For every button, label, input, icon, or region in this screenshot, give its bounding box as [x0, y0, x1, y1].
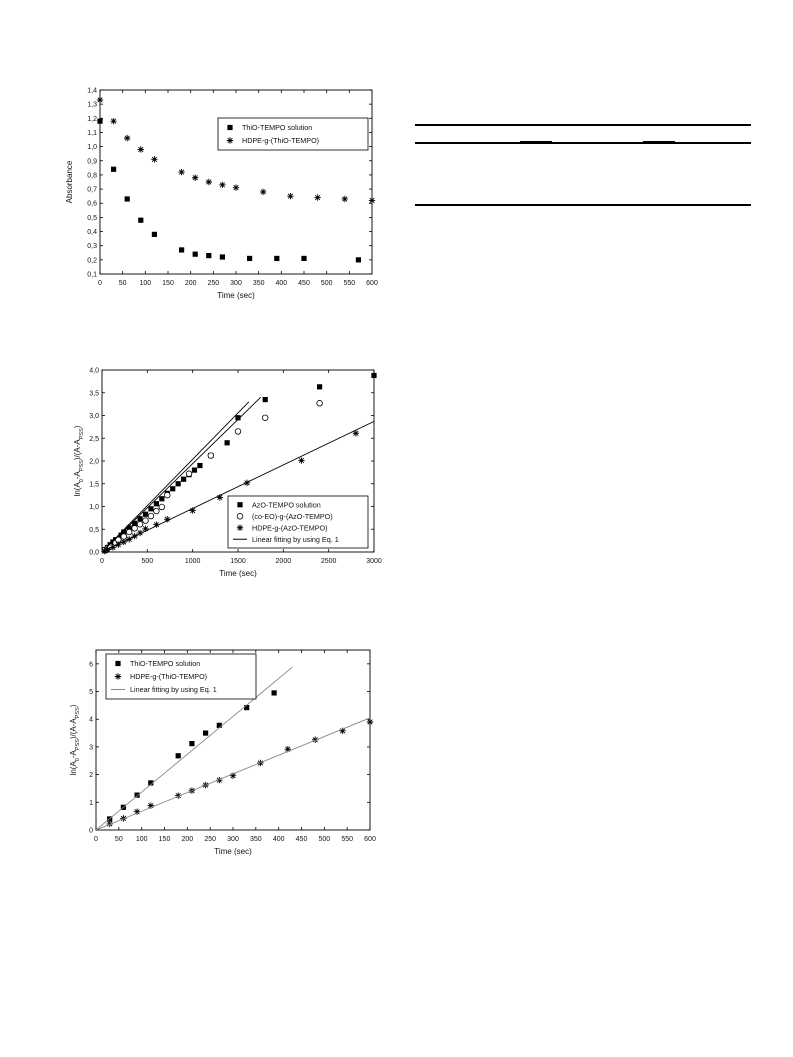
y-tick-label: 1,0 [89, 504, 99, 511]
data-point [121, 534, 127, 540]
y-axis-label-part: ) [69, 704, 78, 708]
y-axis-label-subscript: PSS [75, 739, 81, 751]
y-tick-label: 1,4 [87, 87, 97, 95]
data-point [143, 518, 149, 524]
data-point [148, 506, 153, 511]
y-tick-label: 0,2 [87, 257, 97, 265]
x-tick-label: 350 [252, 280, 265, 287]
data-point [197, 463, 202, 468]
legend-label: HDPE-g-(ThiO-TEMPO) [130, 672, 208, 681]
fit-line [96, 718, 370, 830]
y-tick-label: 0,9 [87, 158, 97, 166]
data-point [192, 175, 198, 181]
y-tick-label: 3,0 [89, 413, 99, 420]
y-tick-label: 1,2 [87, 115, 97, 123]
data-point [233, 184, 239, 190]
data-point [126, 529, 132, 535]
x-tick-label: 400 [272, 836, 285, 843]
y-tick-label: 0 [89, 827, 93, 835]
data-point [132, 526, 138, 532]
data-point [151, 156, 157, 162]
y-tick-label: 3,5 [89, 390, 99, 398]
y-tick-label: 1,1 [87, 129, 97, 137]
x-axis-label: Time (sec) [219, 569, 257, 578]
data-point [148, 513, 154, 519]
data-point [203, 730, 208, 735]
y-tick-label: 1,5 [89, 481, 99, 489]
x-tick-label: 3000 [366, 558, 382, 565]
legend-label: (co-EO)-g-(AzO-TEMPO) [252, 511, 333, 521]
data-point [272, 690, 277, 695]
y-tick-label: 5 [89, 689, 93, 697]
y-axis-label: Absorbance [65, 160, 74, 204]
x-tick-label: 2500 [320, 558, 337, 565]
data-point [287, 193, 293, 199]
table-top-rule [415, 124, 751, 126]
y-tick-label: 0,5 [87, 214, 97, 222]
x-tick-label: 150 [158, 836, 171, 843]
data-point [97, 119, 102, 124]
legend-marker [237, 513, 243, 519]
legend-label: Linear fitting by using Eq. 1 [252, 534, 339, 544]
x-tick-label: 0 [100, 558, 104, 565]
x-tick-label: 500 [141, 558, 154, 565]
y-tick-label: 1 [89, 799, 93, 807]
y-tick-label: 0,8 [87, 172, 97, 180]
legend-label: ThiO-TEMPO solution [242, 123, 313, 132]
legend-marker [115, 661, 120, 666]
legend-marker [115, 673, 121, 679]
data-point [217, 723, 222, 728]
x-tick-label: 350 [249, 836, 262, 843]
x-axis-label: Time (sec) [214, 847, 252, 856]
y-tick-label: 0,0 [89, 549, 99, 557]
series-0 [107, 690, 277, 821]
data-point [176, 481, 181, 486]
x-tick-label: 300 [230, 280, 242, 287]
x-tick-label: 550 [341, 836, 354, 843]
x-tick-label: 50 [118, 280, 127, 287]
data-point [138, 146, 144, 152]
y-tick-label: 2 [89, 772, 93, 780]
y-axis-label-subscript: PSS [75, 707, 81, 719]
y-axis-label-part: -A [73, 471, 82, 480]
y-tick-label: 0,5 [89, 526, 99, 534]
data-point [342, 196, 348, 202]
x-tick-label: 200 [181, 836, 194, 843]
x-tick-label: 250 [207, 280, 220, 287]
data-point [225, 440, 230, 445]
y-axis-label [73, 425, 85, 496]
y-tick-label: 1,3 [87, 101, 97, 109]
x-tick-label: 1500 [230, 558, 246, 565]
series-1 [107, 719, 374, 827]
y-axis-label-part: ln(A [73, 482, 82, 497]
x-tick-label: 550 [343, 280, 356, 287]
data-point [206, 253, 211, 258]
data-point [317, 400, 323, 406]
data-point [235, 429, 241, 435]
y-axis-label-subscript: PSS [79, 460, 85, 472]
y-tick-label: 4 [89, 716, 93, 724]
legend-label: AzO-TEMPO solution [252, 500, 321, 510]
y-tick-label: 2,5 [89, 435, 99, 443]
x-tick-label: 200 [184, 280, 197, 287]
data-point [220, 254, 225, 259]
x-tick-label: 0 [98, 280, 102, 287]
y-tick-label: 0,7 [87, 186, 97, 194]
data-point [244, 705, 249, 710]
data-point [186, 471, 192, 477]
table-header-rule [415, 142, 751, 144]
y-tick-label: 3 [89, 744, 93, 752]
legend-marker [227, 125, 232, 130]
y-tick-label: 0,6 [87, 200, 97, 208]
x-tick-label: 500 [320, 280, 333, 287]
data-point [159, 504, 165, 510]
x-tick-label: 250 [204, 836, 217, 843]
data-point [143, 512, 148, 517]
data-point [154, 508, 160, 514]
legend-marker [227, 137, 233, 143]
y-axis-label [69, 704, 81, 775]
y-axis-label-subscript: 0 [79, 479, 85, 483]
data-point [97, 97, 103, 103]
data-point [189, 741, 194, 746]
data-point [125, 196, 130, 201]
x-tick-label: 1000 [184, 558, 201, 565]
x-axis-label: Time (sec) [217, 291, 255, 300]
data-point [159, 496, 164, 501]
data-point [298, 457, 304, 463]
table-header-cell-line-1 [520, 141, 552, 142]
data-point [115, 542, 121, 548]
data-point [206, 179, 212, 185]
chart-thio-kinetics [70, 640, 390, 870]
y-tick-label: 0,3 [87, 243, 97, 251]
legend-marker [237, 525, 243, 531]
y-axis-label-part: )/(A-A [73, 439, 82, 461]
x-tick-label: 100 [139, 280, 152, 287]
table-bottom-rule [415, 204, 751, 206]
x-tick-label: 50 [114, 836, 123, 843]
data-point [176, 753, 181, 758]
x-tick-label: 450 [295, 836, 308, 843]
x-tick-label: 150 [162, 280, 174, 287]
x-tick-label: 300 [227, 836, 239, 843]
data-point [111, 167, 116, 172]
data-point [371, 373, 376, 378]
legend-label: HDPE-g-(ThiO-TEMPO) [242, 136, 320, 145]
legend-marker [237, 502, 242, 507]
y-tick-label: 0,4 [87, 229, 97, 237]
y-axis-label-part: )/(A-A [69, 718, 78, 740]
data-point [124, 135, 130, 141]
data-point [314, 194, 320, 200]
table-header-cell-line-2 [643, 141, 675, 142]
data-point [179, 247, 184, 252]
data-point [170, 486, 175, 491]
y-tick-label: 1,0 [87, 144, 97, 152]
x-tick-label: 600 [366, 280, 378, 287]
legend-label: Linear fitting by using Eq. 1 [130, 685, 217, 694]
data-point [154, 501, 159, 506]
data-point [369, 197, 375, 203]
data-point [193, 252, 198, 257]
data-point [260, 189, 266, 195]
x-tick-label: 500 [318, 836, 331, 843]
y-tick-label: 6 [89, 661, 93, 669]
y-axis-label-part: ln(A [69, 761, 78, 776]
y-axis-label-part: -A [69, 750, 78, 759]
data-point [356, 257, 361, 262]
data-point [263, 397, 268, 402]
data-point [152, 232, 157, 237]
y-tick-label: 0,1 [87, 271, 97, 279]
data-point [164, 492, 170, 498]
data-point [208, 453, 214, 459]
data-point [247, 256, 252, 261]
data-point [192, 468, 197, 473]
data-point [138, 218, 143, 223]
x-tick-label: 400 [275, 280, 288, 287]
chart-absorbance-vs-time [60, 80, 390, 320]
legend-label: HDPE-g-(AzO-TEMPO) [252, 523, 328, 533]
x-tick-label: 0 [94, 836, 98, 843]
data-point [110, 118, 116, 124]
data-point [181, 477, 186, 482]
data-point [274, 256, 279, 261]
legend-label: ThiO-TEMPO solution [130, 659, 201, 668]
data-point [301, 256, 306, 261]
data-point [219, 182, 225, 188]
x-tick-label: 100 [135, 836, 148, 843]
x-tick-label: 450 [298, 280, 310, 287]
data-point [317, 384, 322, 389]
plot-frame [100, 90, 372, 274]
data-point [262, 415, 268, 421]
x-tick-label: 600 [364, 836, 376, 843]
data-point [178, 169, 184, 175]
y-axis-label-subscript: 0 [75, 758, 81, 762]
y-tick-label: 2,0 [89, 458, 99, 466]
y-tick-label: 4,0 [89, 367, 99, 375]
y-axis-label-part: ) [73, 425, 82, 429]
x-tick-label: 2000 [275, 558, 292, 565]
y-axis-label-subscript: PSS [79, 428, 85, 440]
data-point [367, 719, 373, 725]
chart-azo-kinetics [70, 360, 390, 600]
data-point [137, 521, 143, 527]
fit-line [102, 402, 249, 552]
